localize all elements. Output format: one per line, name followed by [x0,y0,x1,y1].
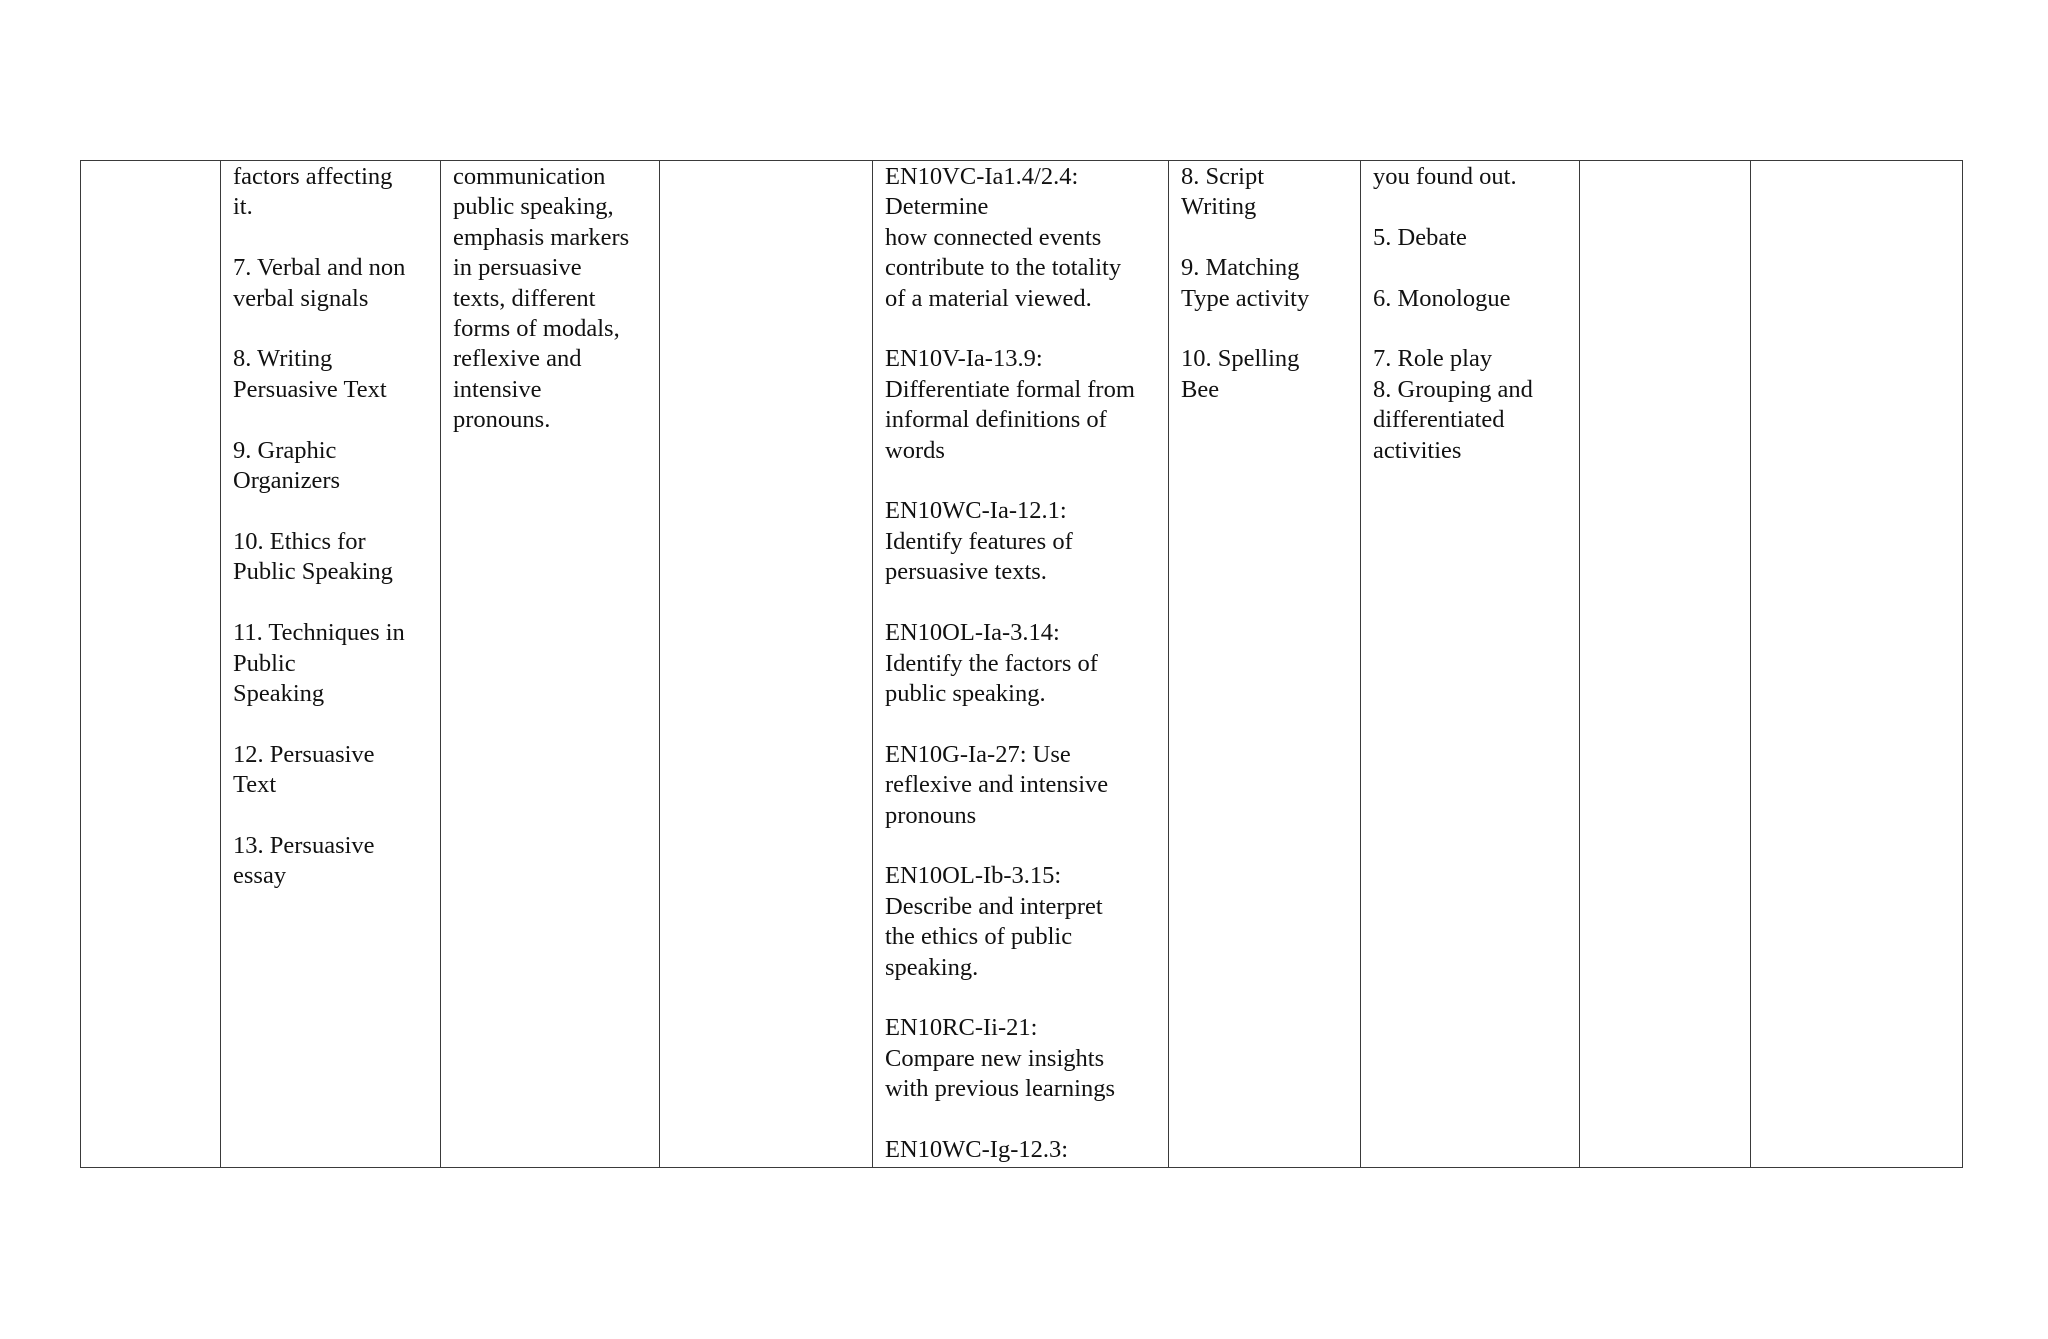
table-cell-col-8 [1580,161,1751,1168]
cell-text: 8. Script Writing 9. Matching Type activity 10. Spelling Bee [1181,163,1310,403]
table-cell-col-1 [81,161,221,1168]
cell-text: EN10VC-Ia1.4/2.4: Determine how connected events contribute to the totality of a material viewed. EN10V-Ia-13.9: Differentiate formal from informal definitions of words EN10WC-Ia-12.1: Identify features of persuasive texts. EN10OL-Ia-3.14: Identify the factors of public speaking. EN10G-Ia-27: Use reflexive and intensive pronouns EN10OL-Ib-3.15: Describe and interpret the ethics of public speaking. EN10RC-Ii-21: Compare new insights with previous learnings EN10WC-Ig-12.3: [885,163,1135,1163]
curriculum-table [80,160,1963,1168]
cell-text: factors affecting it. 7. Verbal and non verbal signals 8. Writing Persuasive Text 9. Graphic Organizers 10. Ethics for Public Speaking 11. Techniques in Public Speaking 12. Persuasive Text 13. Persuasive essay [233,163,406,890]
cell-text: you found out. 5. Debate 6. Monologue 7. Role play 8. Grouping and differentiated activities [1373,163,1533,464]
table-cell-activities [1169,161,1361,1168]
table-cell-strategies [1361,161,1580,1168]
table-row [81,161,1963,1168]
table-cell-topics [221,161,441,1168]
cell-text: communication public speaking, emphasis markers in persuasive texts, different forms of modals, reflexive and intensive pronouns. [453,163,630,434]
table-cell-col-9 [1751,161,1963,1168]
table-cell-col-4 [660,161,873,1168]
table-cell-competencies [873,161,1169,1168]
table-cell-grammar [441,161,660,1168]
